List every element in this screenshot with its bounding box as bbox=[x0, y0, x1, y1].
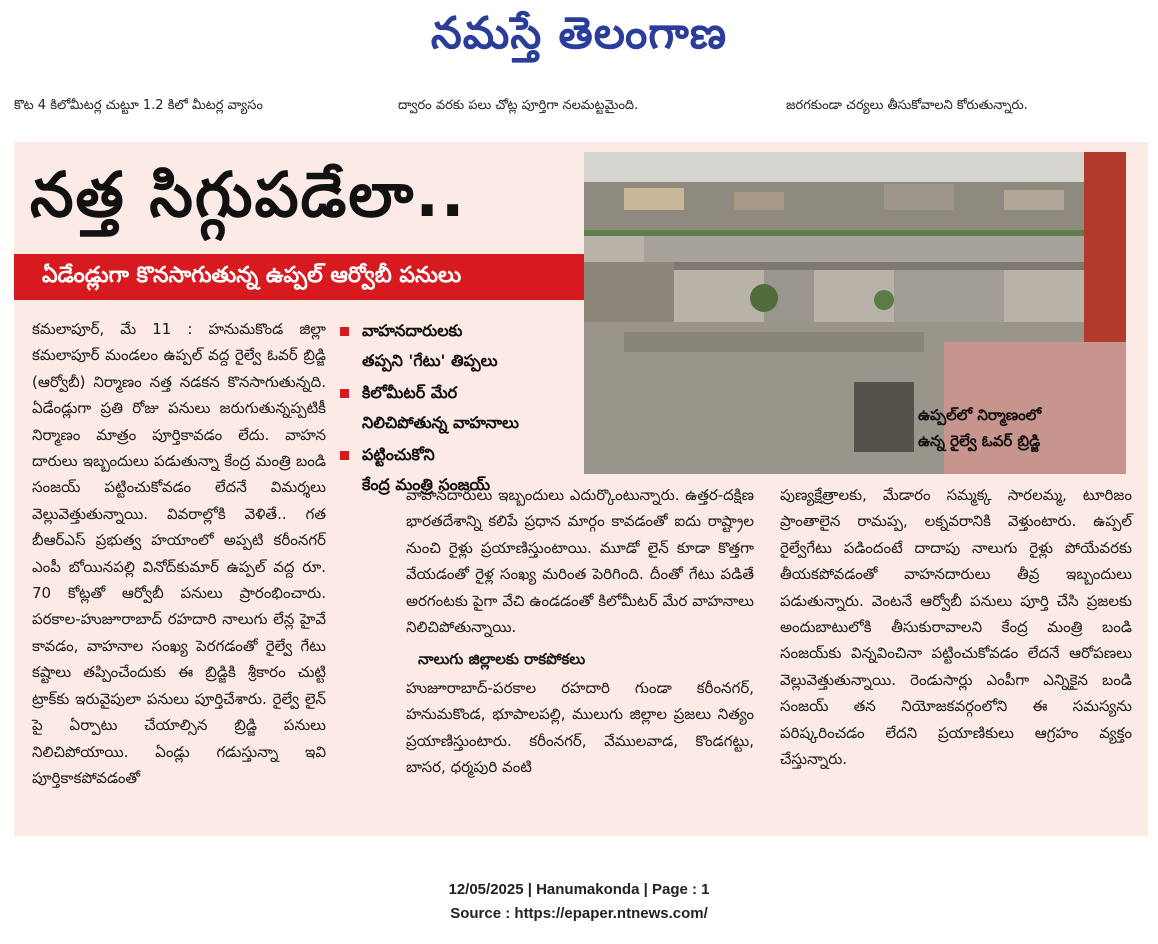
kicker-banner bbox=[14, 254, 584, 300]
highlight-2-line-2: నిలిచిపోతున్న వాహనాలు bbox=[362, 413, 519, 432]
kicker-text: ఏడేండ్లుగా కొనసాగుతున్న ఉప్పల్ ఆర్వోబీ పనులు bbox=[42, 263, 462, 288]
column-1-text: కమలాపూర్, మే 11 : హనుమకొండ జిల్లా కమలాపూర్ మండలం ఉప్పల్ వద్ద రైల్వే ఓవర్ బ్రిడ్జి (ఆర్వోబీ) నిర్మాణం నత్త నడకన కొనసాగుతున్నది. ఏడేండ్లుగా ప్రతి రోజు పనులు జరుగుతున్నప్పటికీ నిర్మాణం మాత్రం పూర్తికావడం లేదు. వాహన దారులు ఇబ్బందులు పడుతున్నా కేంద్ర మంత్రి బండి సంజయ్ పట్టించుకోవడం లేదనే విమర్శలు వెల్లువెత్తుతున్నాయి. వివరాల్లోకి వెళితే.. గత బీఆర్ఎస్ ప్రభుత్వ హయాంలో అప్పటి కరీంనగర్ ఎంపీ బోయినపల్లి వినోద్‌కుమార్ ఉప్పల్ వద్ద రూ. 70 కోట్లతో ఆర్వోబీ పనులు ప్రారంభించారు. పరకాల-హుజూరాబాద్ రహదారి నాలుగు లేన్ల హైవే కావడం, వాహనాల సంఖ్య పెరగడంతో రైల్వే గేటు కష్టాలు తప్పించేందుకు ఈ బ్రిడ్జికి శ్రీకారం చుట్టి ట్రాక్‌కు ఇరువైపులా పనులు పూర్తిచేశారు. రైల్వే లైన్ పై ఏర్పాటు చేయాల్సిన బ్రిడ్జి పనులు నిలిచిపోయాయి. ఏండ్లు గడుస్తున్నా ఇవి పూర్తికాకపోవడంతో bbox=[32, 320, 326, 787]
strip-text-1: కొట 4 కిలోమీటర్ల చుట్టూ 1.2 కిలో మీటర్ల వ్యాసం bbox=[14, 98, 263, 113]
column-3-text: పుణ్యక్షేత్రాలకు, మేడారం సమ్మక్క సారలమ్మ, టూరిజం ప్రాంతాలైన రామప్ప, లక్నవరానికి వెళ్తుంటారు. ఉప్పల్ రైల్వేగేటు పడిందంటే దాదాపు నాలుగు రైళ్లు పోయేవరకు తీయకపోవడంతో వాహనదారులు తీవ్ర ఇబ్బందులు పడుతున్నారు. వెంటనే ఆర్వోబీ పనులు పూర్తి చేసి ప్రజలకు అందుబాటులోకి తీసుకురావాలని కేంద్ర మంత్రి బండి సంజయ్‌కు విన్నవించినా పట్టించుకోవడం లేదనే ఆరోపణలు వెల్లువెత్తుతున్నాయి. రెండుసార్లు ఎంపీగా ఎన్నికైన బండి సంజయ్ తన నియోజకవర్గంలోని ఈ సమస్యను పరిష్కరించడం లేదని ప్రయాణికులు ఆగ్రహం వ్యక్తం చేస్తున్నారు. bbox=[780, 486, 1132, 769]
highlight-1 bbox=[340, 316, 572, 376]
highlights-box bbox=[340, 316, 572, 502]
column-1 bbox=[32, 316, 326, 791]
page-footer bbox=[0, 878, 1158, 926]
column-2-text-a: వాహనదారులు ఇబ్బందులు ఎదుర్కొంటున్నారు. ఉత్తర-దక్షిణ భారతదేశాన్ని కలిపే ప్రధాన మార్గం కావడంతో ఐదు రాష్ట్రాల నుంచి రైళ్లు ప్రయాణిస్తుంటాయి. మూడో లైన్ కూడా కొత్తగా వేయడంతో రైళ్ల సంఖ్య మరింత పెరిగింది. దీంతో గేటు పడితే అరగంటకు పైగా వేచి ఉండడంతో కిలోమీటర్ మేర వాహనాలు నిలిచిపోతున్నాయి. bbox=[406, 486, 754, 637]
caption-line-1: ఉప్పల్‌లో నిర్మాణంలో bbox=[918, 406, 1042, 424]
highlight-3-line-2: కేంద్ర మంత్రి సంజయ్ bbox=[362, 475, 491, 494]
previous-article-strip bbox=[0, 92, 1158, 122]
column-3 bbox=[780, 482, 1132, 772]
column-2-subheading: నాలుగు జిల్లాలకు రాకపోకలు bbox=[418, 650, 586, 669]
photo-caption bbox=[918, 402, 1108, 454]
strip-text-2: ద్వారం వరకు పలు చోట్ల పూర్తిగా నలమట్టమైంది. bbox=[398, 98, 639, 113]
column-2-text-b: హుజూరాబాద్-పరకాల రహదారి గుండా కరీంనగర్, హనుమకొండ, భూపాలపల్లి, ములుగు జిల్లాల ప్రజలు నిత్యం ప్రయాణిస్తుంటారు. కరీంనగర్, వేములవాడ, కొండగట్టు, బాసర, ధర్మపురి వంటి bbox=[406, 678, 754, 777]
headline: నత్త సిగ్గుపడేలా.. bbox=[30, 158, 467, 231]
bridge-photo bbox=[584, 152, 1126, 474]
footer-source: Source : https://epaper.ntnews.com/ bbox=[450, 905, 708, 922]
strip-text-3: జరగకుండా చర్యలు తీసుకోవాలని కోరుతున్నారు. bbox=[786, 98, 1028, 113]
highlight-3-line-1: పట్టించుకోని bbox=[362, 445, 435, 464]
highlight-2-line-1: కిలోమీటర్ మేర bbox=[362, 383, 458, 402]
column-2 bbox=[406, 482, 754, 780]
caption-line-2: ఉన్న రైల్వే ఓవర్ బ్రిడ్జి bbox=[918, 432, 1041, 450]
newspaper-title: నమస్తే తెలంగాణ bbox=[430, 8, 728, 59]
bullet-square-icon bbox=[340, 451, 349, 460]
article-block bbox=[14, 142, 1148, 836]
footer-date-edition: 12/05/2025 | Hanumakonda | Page : 1 bbox=[448, 881, 710, 898]
highlight-2 bbox=[340, 378, 572, 438]
bullet-square-icon bbox=[340, 327, 349, 336]
highlight-1-line-1: వాహనదారులకు bbox=[362, 321, 463, 340]
masthead bbox=[0, 0, 1158, 82]
bullet-square-icon bbox=[340, 389, 349, 398]
highlight-1-line-2: తప్పని 'గేటు' తిప్పలు bbox=[362, 351, 498, 370]
